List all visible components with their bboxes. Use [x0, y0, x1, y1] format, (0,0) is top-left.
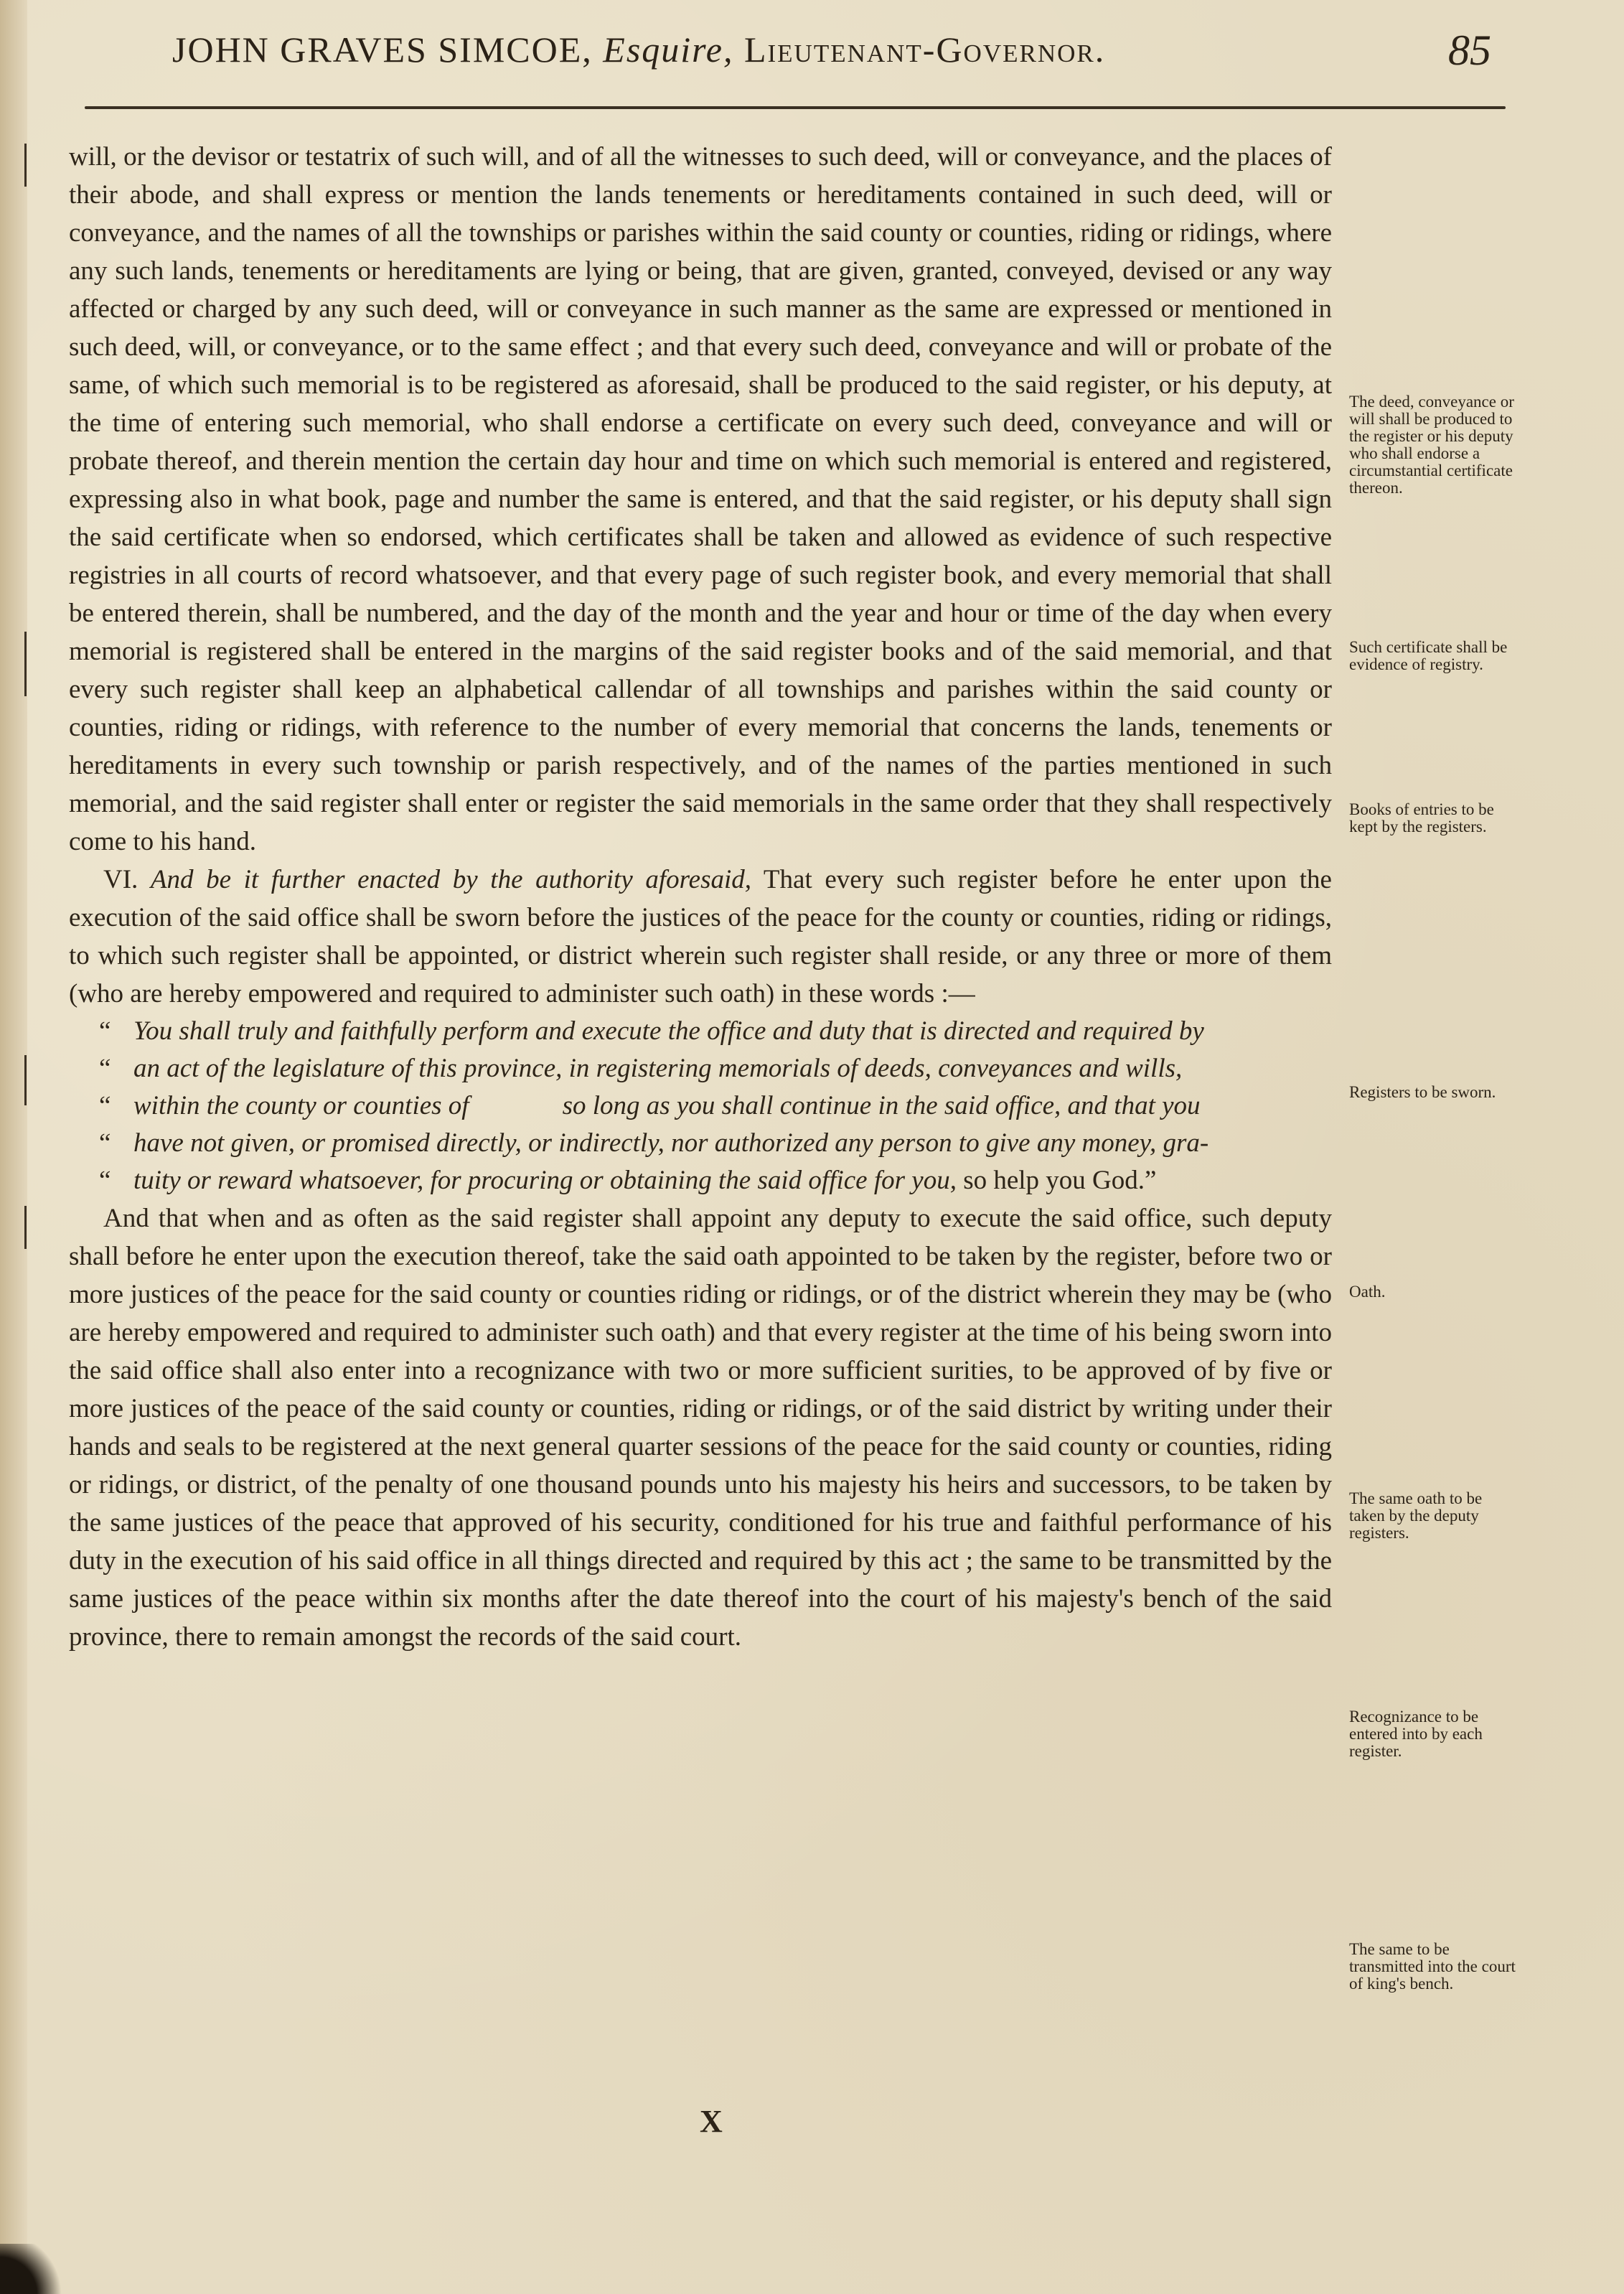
margin-rule-left-1	[24, 144, 27, 187]
oath-line: “ an act of the legislature of this province, in registering memorials of deeds, conveyances and wills,	[99, 1054, 1183, 1083]
enacting-clause: And be it further enacted by the authority aforesaid,	[150, 865, 751, 894]
header-rule	[85, 106, 1506, 109]
page-number: 85	[1448, 27, 1491, 74]
margin-rule-left-2	[24, 632, 27, 696]
margin-note-deputy-oath: The same oath to be taken by the deputy registers.	[1349, 1489, 1483, 1542]
main-text	[69, 138, 1332, 1656]
oath-line: “ tuity or reward whatsoever, for procuring or obtaining the said office for you, so help you God.”	[99, 1166, 1157, 1195]
margin-note-transmitted: The same to be transmitted into the court of king's bench.	[1349, 1940, 1516, 1993]
margin-rule-left-4	[24, 1206, 27, 1249]
header-name: JOHN GRAVES SIMCOE,	[172, 29, 604, 70]
oath-line: “ have not given, or promised directly, or indirectly, nor authorized any person to give any money, gra-	[99, 1128, 1209, 1158]
margin-note-oath: Oath.	[1349, 1283, 1386, 1301]
page-corner-stain	[0, 2244, 65, 2294]
oath-line: “ You shall truly and faithfully perform and execute the office and duty that is directed and required by	[99, 1016, 1204, 1046]
oath-block	[69, 1013, 1332, 1199]
deputy-paragraph: And that when and as often as the said register shall appoint any deputy to execute the said office, such deputy shall before he enter upon the execution thereof, take the said oath appointed to be taken by the register, before two or more justices of the peace for the said county or counties riding or ridings, or of the district wherein they may be (who are hereby empowered and required to administer such oath) and that every register at the time of his being sworn into the said office shall also enter into a recognizance with two or more sufficient surities, to be approved of by five or more justices of the peace of the said county or counties, riding or ridings, or of the said district by writing under their hands and seals to be registered at the next general quarter sessions of the peace for the said county or counties, riding or ridings, or district, of the penalty of one thousand pounds unto his majesty his heirs and successors, to be taken by the same justices of the peace that approved of his security, conditioned for his true and faithful performance of his duty in the execution of his said office in all things directed and required by this act ; the same to be transmitted by the same justices of the peace within six months after the date thereof into the court of his majesty's bench of the said province, there to remain amongst the records of the said court.	[69, 1204, 1332, 1652]
section-number: VI.	[103, 865, 151, 894]
margin-note-recognizance: Recognizance to be entered into by each register.	[1349, 1708, 1483, 1760]
margin-note-certificate-evidence: Such certificate shall be evidence of registry.	[1349, 638, 1508, 673]
section-vi-paragraph	[69, 861, 1332, 1013]
header-office: Lieutenant-Governor.	[743, 29, 1106, 70]
margin-note-books-of-entries: Books of entries to be kept by the registers.	[1349, 800, 1494, 835]
signature-mark: X	[700, 2104, 723, 2139]
running-header	[172, 29, 1320, 86]
margin-note-registers-sworn: Registers to be sworn.	[1349, 1083, 1496, 1101]
page-gutter-shadow	[0, 0, 27, 2294]
margin-rule-left-3	[24, 1055, 27, 1105]
margin-note-deed-produced: The deed, conveyance or will shall be produced to the register or his deputy who shall endorse a circumstantial certificate thereon.	[1349, 393, 1514, 497]
oath-line: “ within the county or counties of so long as you shall continue in the said office, and that you	[99, 1091, 1201, 1120]
section-vi-text: That every such register before he enter upon the execution of the said office shall be sworn before the justices of the peace for the county or counties, riding or ridings, to which such register shall be appointed, or district wherein such register shall reside, or any three or more of them (who are hereby empowered and required to administer such oath) in these words :—	[69, 865, 1332, 1008]
header-esquire: Esquire,	[603, 29, 744, 70]
paragraph-continuation: will, or the devisor or testatrix of such will, and of all the witnesses to such deed, will or conveyance, and the places of their abode, and shall express or mention the lands tenements or hereditaments contained in such deed, will or conveyance, and the names of all the townships or parishes within the said county or counties, riding or ridings, where any such lands, tenements or hereditaments are lying or being, that are given, granted, conveyed, devised or any way affected or charged by any such deed, will or conveyance in such manner as the same are expressed or mentioned in such deed, will, or conveyance, or to the same effect ; and that every such deed, conveyance and will or probate of the same, of which such memorial is to be registered as aforesaid, shall be produced to the said register, or his deputy, at the time of entering such memorial, who shall endorse a certificate on every such deed, conveyance and will or probate thereof, and therein mention the certain day hour and time on which such memorial is entered and registered, expressing also in what book, page and number the same is entered, and that the said register, or his deputy shall sign the said certificate when so endorsed, which certificates shall be taken and allowed as evidence of such respective registries in all courts of record whatsoever, and that every page of such register book, and every memorial that shall be entered therein, shall be numbered, and the day of the month and the year and hour or time of the day when every memorial is registered shall be entered in the margins of the said register books and of the said memorial, and that every such register shall keep an alphabetical callendar of all townships and parishes within the said county or counties, riding or ridings, with reference to the number of every memorial that concerns the lands, tenements or hereditaments in every such township or parish respectively, and of the names of the parties mentioned in such memorial, and the said register shall enter or register the said memorials in the same order that they shall respectively come to his hand.	[69, 142, 1332, 856]
